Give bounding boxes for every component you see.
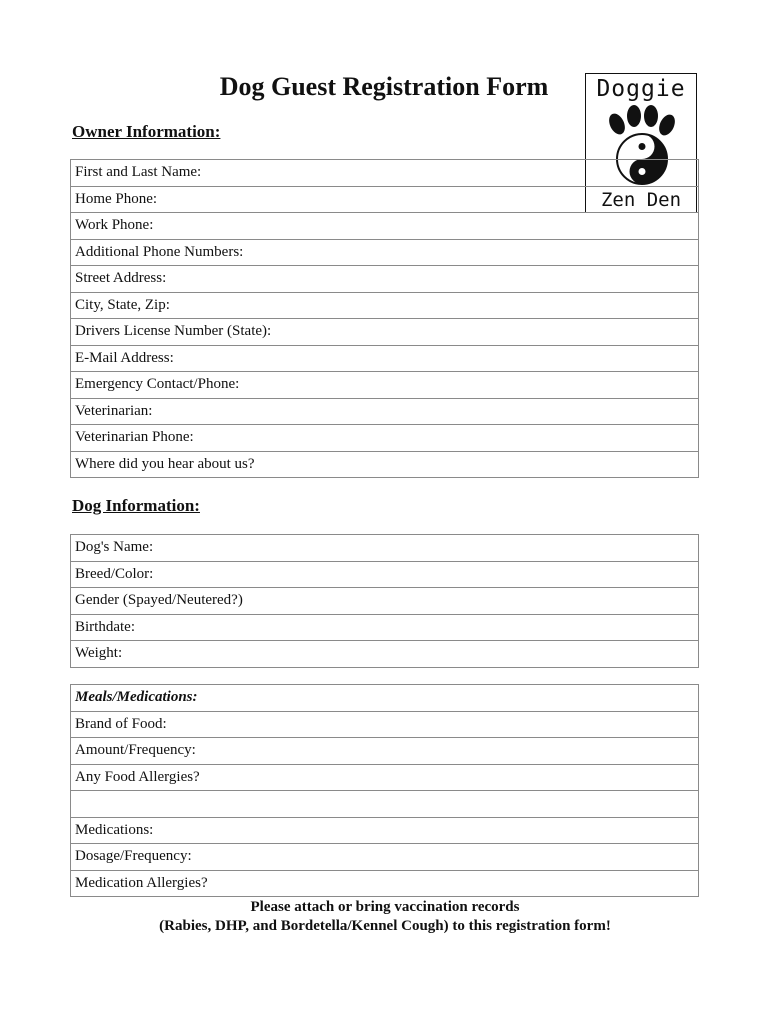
owner-field-email[interactable]: E-Mail Address: — [71, 345, 699, 372]
vaccination-notice — [0, 898, 770, 936]
dog-field-birthdate[interactable]: Birthdate: — [71, 614, 699, 641]
dog-field-gender[interactable]: Gender (Spayed/Neutered?) — [71, 588, 699, 615]
meals-medications-table — [70, 684, 699, 897]
owner-field-additional-phone[interactable]: Additional Phone Numbers: — [71, 239, 699, 266]
meals-field-dosage-frequency[interactable]: Dosage/Frequency: — [71, 844, 699, 871]
meals-field-medication-allergies[interactable]: Medication Allergies? — [71, 870, 699, 897]
meals-field-food-allergies[interactable]: Any Food Allergies? — [71, 764, 699, 791]
owner-field-city-state-zip[interactable]: City, State, Zip: — [71, 292, 699, 319]
dog-field-name[interactable]: Dog's Name: — [71, 535, 699, 562]
owner-field-emergency-contact[interactable]: Emergency Contact/Phone: — [71, 372, 699, 399]
owner-field-veterinarian[interactable]: Veterinarian: — [71, 398, 699, 425]
vaccination-notice-line-1: Please attach or bring vaccination records — [250, 899, 520, 915]
owner-field-street-address[interactable]: Street Address: — [71, 266, 699, 293]
dog-field-breed-color[interactable]: Breed/Color: — [71, 561, 699, 588]
page-title: Dog Guest Registration Form — [219, 72, 549, 101]
owner-field-drivers-license[interactable]: Drivers License Number (State): — [71, 319, 699, 346]
meals-field-brand-of-food[interactable]: Brand of Food: — [71, 711, 699, 738]
logo-top-text: Doggie — [596, 76, 686, 102]
owner-field-home-phone[interactable]: Home Phone: — [71, 186, 699, 213]
owner-information-table — [70, 159, 699, 478]
owner-information-heading: Owner Information: — [72, 122, 221, 141]
meals-field-amount-frequency[interactable]: Amount/Frequency: — [71, 738, 699, 765]
owner-field-referral[interactable]: Where did you hear about us? — [71, 451, 699, 478]
logo-bottom-text: Zen Den — [600, 189, 682, 211]
dog-information-table — [70, 534, 699, 668]
owner-field-work-phone[interactable]: Work Phone: — [71, 213, 699, 240]
owner-field-veterinarian-phone[interactable]: Veterinarian Phone: — [71, 425, 699, 452]
meals-field-blank[interactable] — [71, 791, 699, 818]
dog-field-weight[interactable]: Weight: — [71, 641, 699, 668]
meals-field-medications[interactable]: Medications: — [71, 817, 699, 844]
owner-field-name[interactable]: First and Last Name: — [71, 160, 699, 187]
dog-information-heading: Dog Information: — [72, 496, 200, 515]
meals-medications-heading: Meals/Medications: — [71, 685, 699, 712]
vaccination-notice-line-2: (Rabies, DHP, and Bordetella/Kennel Cough) to this registration form! — [159, 918, 611, 934]
